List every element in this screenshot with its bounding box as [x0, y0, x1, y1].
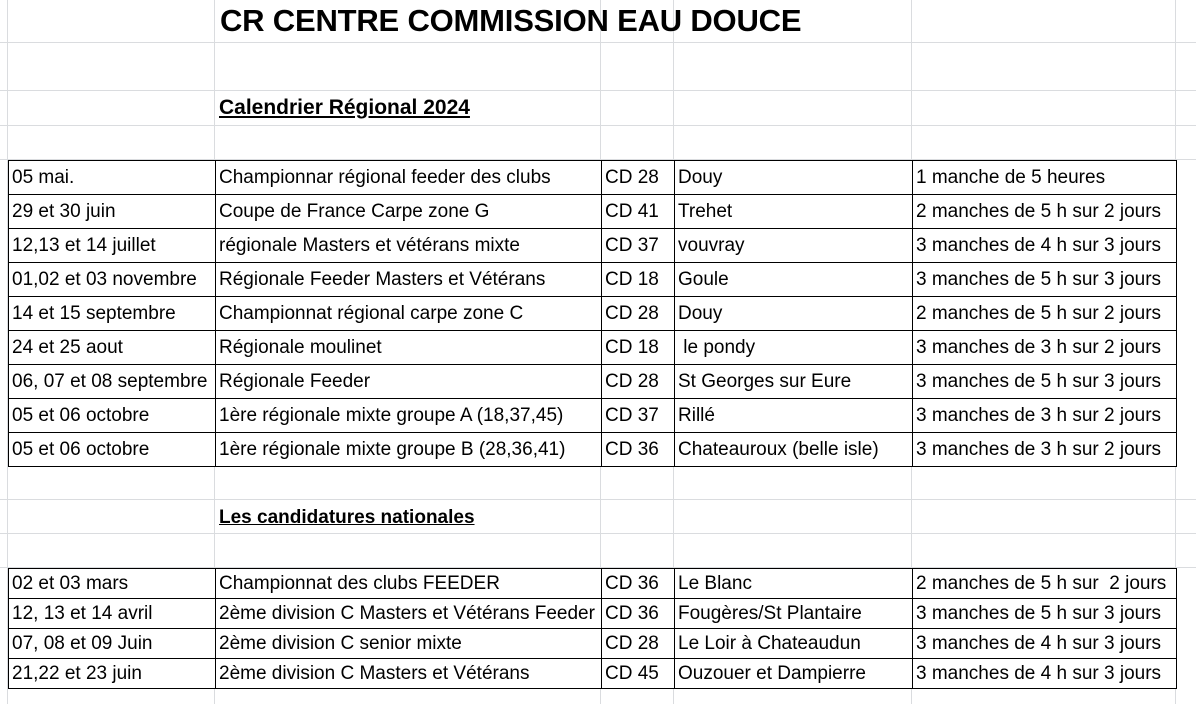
table-row	[9, 331, 1177, 365]
format-cell[interactable]: 3 manches de 5 h sur 3 jours	[913, 599, 1177, 629]
event-cell[interactable]: 1ère régionale mixte groupe B (28,36,41)	[216, 433, 602, 467]
place-cell[interactable]: Douy	[675, 297, 913, 331]
sheet-title[interactable]: CR CENTRE COMMISSION EAU DOUCE	[220, 3, 802, 38]
place-cell[interactable]: Le Blanc	[675, 569, 913, 599]
date-cell[interactable]: 01,02 et 03 novembre	[9, 263, 216, 297]
format-cell[interactable]: 3 manches de 4 h sur 3 jours	[913, 629, 1177, 659]
event-cell[interactable]: Coupe de France Carpe zone G	[216, 195, 602, 229]
place-cell[interactable]: Ouzouer et Dampierre	[675, 659, 913, 689]
national-candidatures-table	[8, 568, 1177, 689]
date-cell[interactable]: 12, 13 et 14 avril	[9, 599, 216, 629]
format-cell[interactable]: 3 manches de 4 h sur 3 jours	[913, 659, 1177, 689]
table-row	[9, 569, 1177, 599]
event-cell[interactable]: 1ère régionale mixte groupe A (18,37,45)	[216, 399, 602, 433]
table-row	[9, 629, 1177, 659]
format-cell[interactable]: 3 manches de 5 h sur 3 jours	[913, 365, 1177, 399]
format-cell[interactable]: 2 manches de 5 h sur 2 jours	[913, 297, 1177, 331]
format-cell[interactable]: 2 manches de 5 h sur 2 jours	[913, 195, 1177, 229]
table-row	[9, 659, 1177, 689]
date-cell[interactable]: 05 mai.	[9, 161, 216, 195]
cd-cell[interactable]: CD 18	[602, 263, 675, 297]
row-header-strip	[0, 0, 8, 704]
event-cell[interactable]: Régionale Feeder	[216, 365, 602, 399]
event-cell[interactable]: 2ème division C senior mixte	[216, 629, 602, 659]
table-row	[9, 263, 1177, 297]
date-cell[interactable]: 05 et 06 octobre	[9, 433, 216, 467]
place-cell[interactable]: Douy	[675, 161, 913, 195]
cd-cell[interactable]: CD 45	[602, 659, 675, 689]
gridline	[0, 125, 1196, 126]
event-cell[interactable]: Championnat des clubs FEEDER	[216, 569, 602, 599]
format-cell[interactable]: 3 manches de 5 h sur 3 jours	[913, 263, 1177, 297]
date-cell[interactable]: 07, 08 et 09 Juin	[9, 629, 216, 659]
event-cell[interactable]: Régionale Feeder Masters et Vétérans	[216, 263, 602, 297]
cd-cell[interactable]: CD 37	[602, 399, 675, 433]
date-cell[interactable]: 05 et 06 octobre	[9, 399, 216, 433]
table-row	[9, 161, 1177, 195]
regional-calendar-table	[8, 160, 1177, 467]
place-cell[interactable]: le pondy	[675, 331, 913, 365]
table-row	[9, 433, 1177, 467]
date-cell[interactable]: 29 et 30 juin	[9, 195, 216, 229]
place-cell[interactable]: vouvray	[675, 229, 913, 263]
event-cell[interactable]: Régionale moulinet	[216, 331, 602, 365]
cd-cell[interactable]: CD 28	[602, 629, 675, 659]
cd-cell[interactable]: CD 18	[602, 331, 675, 365]
place-cell[interactable]: Goule	[675, 263, 913, 297]
event-cell[interactable]: régionale Masters et vétérans mixte	[216, 229, 602, 263]
format-cell[interactable]: 3 manches de 3 h sur 2 jours	[913, 399, 1177, 433]
table-row	[9, 195, 1177, 229]
cd-cell[interactable]: CD 28	[602, 161, 675, 195]
cd-cell[interactable]: CD 36	[602, 599, 675, 629]
format-cell[interactable]: 2 manches de 5 h sur 2 jours	[913, 569, 1177, 599]
national-candidatures-title[interactable]: Les candidatures nationales	[219, 507, 475, 528]
cd-cell[interactable]: CD 41	[602, 195, 675, 229]
date-cell[interactable]: 21,22 et 23 juin	[9, 659, 216, 689]
cd-cell[interactable]: CD 28	[602, 297, 675, 331]
table-row	[9, 297, 1177, 331]
date-cell[interactable]: 14 et 15 septembre	[9, 297, 216, 331]
format-cell[interactable]: 1 manche de 5 heures	[913, 161, 1177, 195]
format-cell[interactable]: 3 manches de 3 h sur 2 jours	[913, 433, 1177, 467]
place-cell[interactable]: Fougères/St Plantaire	[675, 599, 913, 629]
place-cell[interactable]: Chateauroux (belle isle)	[675, 433, 913, 467]
place-cell[interactable]: Le Loir à Chateaudun	[675, 629, 913, 659]
cd-cell[interactable]: CD 36	[602, 569, 675, 599]
cd-cell[interactable]: CD 36	[602, 433, 675, 467]
date-cell[interactable]: 24 et 25 aout	[9, 331, 216, 365]
place-cell[interactable]: St Georges sur Eure	[675, 365, 913, 399]
cd-cell[interactable]: CD 28	[602, 365, 675, 399]
event-cell[interactable]: 2ème division C Masters et Vétérans	[216, 659, 602, 689]
table-row	[9, 365, 1177, 399]
event-cell[interactable]: 2ème division C Masters et Vétérans Feeder	[216, 599, 602, 629]
date-cell[interactable]: 06, 07 et 08 septembre	[9, 365, 216, 399]
event-cell[interactable]: Championnat régional carpe zone C	[216, 297, 602, 331]
date-cell[interactable]: 12,13 et 14 juillet	[9, 229, 216, 263]
gridline	[0, 499, 1196, 500]
format-cell[interactable]: 3 manches de 3 h sur 2 jours	[913, 331, 1177, 365]
format-cell[interactable]: 3 manches de 4 h sur 3 jours	[913, 229, 1177, 263]
gridline	[0, 533, 1196, 534]
table-row	[9, 399, 1177, 433]
place-cell[interactable]: Trehet	[675, 195, 913, 229]
gridline	[0, 42, 1196, 43]
table-row	[9, 229, 1177, 263]
cd-cell[interactable]: CD 37	[602, 229, 675, 263]
event-cell[interactable]: Championnar régional feeder des clubs	[216, 161, 602, 195]
table-row	[9, 599, 1177, 629]
date-cell[interactable]: 02 et 03 mars	[9, 569, 216, 599]
gridline	[0, 90, 1196, 91]
regional-calendar-title[interactable]: Calendrier Régional 2024	[219, 96, 470, 119]
place-cell[interactable]: Rillé	[675, 399, 913, 433]
